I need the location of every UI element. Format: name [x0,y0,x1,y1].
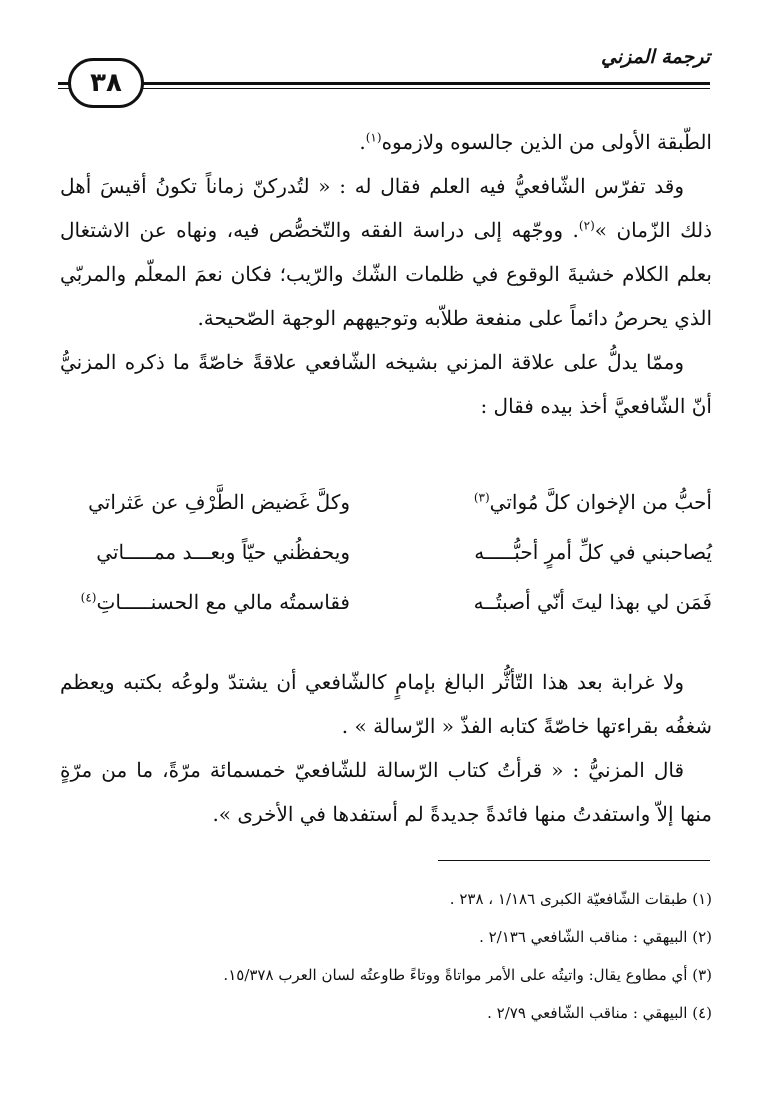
verse-2-second-hemistich [60,540,350,564]
verse-2 [60,540,712,590]
paragraph-1 [60,120,712,164]
poem [60,490,712,640]
footnote-1: (١) طبقات الشّافعيّة الكبرى ١/١٨٦ ، ٢٣٨ . [449,890,712,908]
paragraph-2-text-b: . ووجّهه إلى دراسة الفقه والتّخصُّص فيه، ونهاه عن الاشتغال بعلم الكلام خشيةَ الوقوع في ظلمات الشّك والرّيب؛ فكان نعمَ المعلّم والمربّي الذي يحرصُ دائماً على منفعة طلاّبه وتوجيههم الوجهة الصّحيحة. [60,218,712,330]
footnote-ref-2: (٢) [578,218,595,233]
header-rule-thick [58,82,710,85]
verse-1-right-text: أحبُّ من الإخوان كلَّ مُواتي [489,490,712,514]
page-number: ٣٨ [68,58,144,108]
header-rule-thin [58,88,710,89]
paragraph-4: ولا غرابة بعد هذا التّأثُّر البالغ بإمامٍ كالشّافعي أن يشتدّ ولوعُه بكتبه ويعظم شغفُه بقراءتها خاصّةً كتابه الفذّ « الرّسالة » . [60,670,712,738]
verse-3-left-text: فقاسمتُه مالي مع الحسنـــــاتِ [96,590,350,614]
verse-3-first-hemistich [422,590,712,614]
footnotes [60,880,712,1032]
footnote-ref-1: (١) [365,130,382,145]
running-title: ترجمة المزني [601,46,710,68]
paragraph-5: قال المزنيُّ : « قرأتُ كتاب الرّسالة للشّافعيّ خمسمائة مرّةً، ما من مرّةٍ منها إلاّ واستفدتُ منها فائدةً جديدةً لم أستفدها في الأخرى ». [60,758,712,826]
footnote-2: (٢) البيهقي : مناقب الشّافعي ٢/١٣٦ . [479,928,712,946]
footnote-separator [438,860,710,861]
footnote-ref-4: (٤) [80,590,97,605]
verse-3 [60,590,712,640]
paragraph-1-end: . [359,130,366,154]
verse-1 [60,490,712,540]
main-text-continued [60,660,712,836]
verse-3-right-text: فَمَن لي بهذا ليتَ أنّي أصبتُــه [473,590,712,614]
paragraph-2 [60,164,712,340]
paragraph-3: وممّا يدلُّ على علاقة المزني بشيخه الشّافعي علاقةً خاصّةً ما ذكره المزنيُّ أنّ الشّافعيَّ أخذ بيده فقال : [60,350,712,418]
verse-2-right-text: يُصاحبني في كلِّ أمرٍ أحبُّـــــه [474,540,712,564]
page-header [58,38,710,108]
footnote-3: (٣) أي مطاوع يقال: واتيتُه على الأمر مواتاةً ووتاءً طاوعتُه لسان العرب ١٥/٣٧٨. [223,966,712,984]
verse-1-second-hemistich [60,490,350,514]
verse-3-second-hemistich [60,590,350,614]
verse-1-first-hemistich [422,490,712,514]
footnote-ref-3: (٣) [473,490,490,505]
verse-2-left-text: ويحفظُني حيّاً وبعـــد ممـــــاتي [96,540,350,564]
main-text [60,120,712,428]
paragraph-1-text: الطّبقة الأولى من الذين جالسوه ولازموه [381,130,712,154]
footnote-4: (٤) البيهقي : مناقب الشّافعي ٢/٧٩ . [487,1004,712,1022]
verse-1-left-text: وكلَّ غَضيض الطَّرْفِ عن عَثراتي [88,490,350,514]
verse-2-first-hemistich [422,540,712,564]
paragraph-2-text-a: وقد تفرّس الشّافعيُّ فيه العلم فقال له : « لتُدركنّ زماناً تكونُ أقيسَ أهل ذلك الزّمان » [60,174,712,242]
